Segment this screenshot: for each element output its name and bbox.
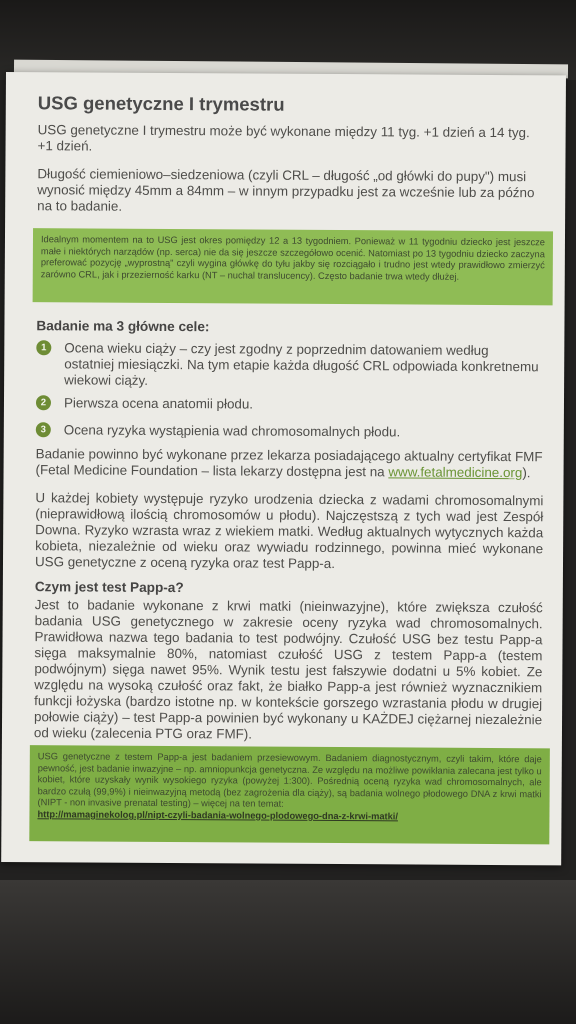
- goal-text: Pierwsza ocena anatomii płodu.: [63, 395, 254, 412]
- fmf-paragraph: [36, 446, 544, 481]
- goals-heading: Badanie ma 3 główne cele:: [36, 318, 210, 335]
- goal-item: [36, 340, 544, 393]
- fmf-text: Badanie powinno być wykonane przez lekarza posiadającego aktualny certyfikat FMF (Fetal Medicine Foundation – lista lekarzy dostępna jest na: [35, 446, 543, 480]
- goal-item: [36, 422, 544, 443]
- number-badge-icon: 3: [36, 422, 51, 437]
- background-bottom: [0, 880, 576, 1024]
- goal-text: Ocena ryzyka wystąpienia wad chromosomalnych płodu.: [63, 422, 401, 440]
- info-box-screening: [29, 745, 550, 844]
- document-page: [1, 72, 566, 865]
- papp-heading: Czym jest test Papp-a?: [34, 579, 184, 596]
- papp-paragraph: Jest to badanie wykonane z krwi matki (nieinwazyjne), które zwiększa czułość badania USG genetycznego w zakresie oceny ryzyka wad chromosomalnych. Prawidłowa nazwa tego badania to test podwójny. Czułość USG bez testu Papp-a sięga maksymalnie 80%, natomiast czułość USG z testem Papp-a (testem podwójnym) sięga nawet 95%. Wynik testu jest fałszywie dodatni u 5% kobiet. Ze względu na wysoką czułość oraz fakt, że białko Papp-a jest również wyznacznikiem funkcji łożyska (bardzo istotne np. w kontekście gorszego wzrastania płodu w drugiej połowie ciąży) – test Papp-a powinien być wykonany u KAŻDEJ ciężarnej niezależnie od wieku (zalecenia PTG oraz FMF).: [33, 597, 543, 742]
- crl-paragraph: Długość ciemieniowo–siedzeniowa (czyli CRL – długość „od główki do pupy") musi wynosić między 45mm a 84mm – w innym przypadku jest za wcześnie lub za późno na to badanie.: [37, 166, 535, 214]
- goal-text: Ocena wieku ciąży – czy jest zgodny z poprzednim datowaniem według ostatniej miesiączki. Na tym etapie każda długość CRL odpowiada konkretnemu wiekowi ciąży.: [64, 340, 539, 388]
- risk-paragraph: U każdej kobiety występuje ryzyko urodzenia dziecka z wadami chromosomalnymi (nieprawidłową ilością chromosomów u płodu). Najczęstszą z tych wad jest Zespół Downa. Ryzyko wzrasta wraz z wiekiem matki. Według aktualnych wytycznych każda kobieta, niezależnie od wieku oraz wywiadu rodzinnego, powinna mieć wykonane USG genetyczne z oceną ryzyka oraz test Papp-a.: [34, 490, 544, 572]
- nipt-article-link[interactable]: http://mamaginekolog.pl/nipt-czyli-badania-wolnego-plodowego-dna-z-krwi-matki/: [37, 809, 399, 822]
- intro-paragraph: USG genetyczne I trymestru może być wykonane między 11 tyg. +1 dzień a 14 tyg. +1 dzień.: [37, 122, 530, 154]
- page-title: USG genetyczne I trymestru: [37, 92, 285, 115]
- fmf-end: ).: [522, 465, 531, 481]
- goal-item: [36, 395, 544, 416]
- number-badge-icon: 1: [36, 340, 51, 355]
- info-box-timing: Idealnym momentem na to USG jest okres pomiędzy 12 a 13 tygodniem. Ponieważ w 11 tygodniu dziecko jest jeszcze małe i niektórych narządów (np. serca) nie da się jeszcze szczegółowo ocenić. Natomiast po 13 tygodniu dziecko zaczyna preferować pozycję „wyprostną" czyli wygina główkę do tyłu jakby się rozciągało i trudno jest wtedy prawidłowo zmierzyć zarówno CRL, jak i przezierność karku (NT – nuchal translucency). Często badanie trwa wtedy dłużej.: [33, 228, 553, 305]
- info-box-text: USG genetyczne z testem Papp-a jest badaniem przesiewowym. Badaniem diagnostycznym, czyli takim, które daje pewność, jest badanie inwazyjne – np. amniopunkcja genetyczna. Ze względu na możliwe powikłania zalecana jest tylko u kobiet, które uzyskały wynik wysokiego ryzyka (powyżej 1:300). Pośrednią oceną ryzyka wad chromosomalnych, ale bardzo czułą (99,9%) i nieinwazyjną metodą (bez zagrożenia dla ciąży), są badania wolnego płodowego DNA z krwi matki (NIPT - non invasive prenatal testing) – więcej na ten temat:: [37, 751, 542, 810]
- number-badge-icon: 2: [36, 395, 51, 410]
- fetalmedicine-link[interactable]: www.fetalmedicine.org: [388, 464, 523, 481]
